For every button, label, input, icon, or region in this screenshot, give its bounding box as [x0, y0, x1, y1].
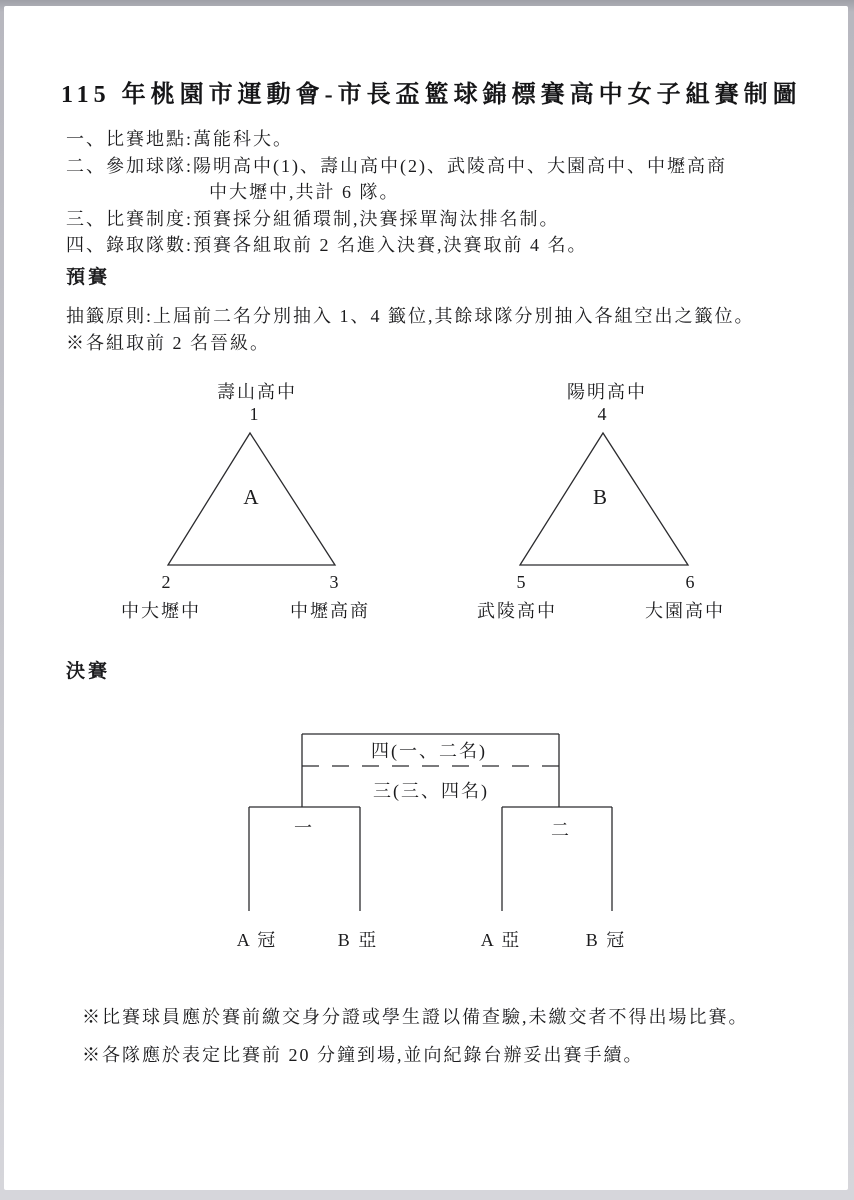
- group-a-left-team: 中大壢中: [121, 601, 201, 621]
- intro-teams-continued: 中大壢中,共計 6 隊。: [209, 182, 400, 202]
- third-place-match-label: 三(三、四名): [373, 781, 489, 801]
- group-b-letter: B: [592, 485, 608, 509]
- intro-qualification: 四、錄取隊數:預賽各組取前 2 名進入決賽,決賽取前 4 名。: [66, 235, 588, 255]
- footnote-id-check: ※比賽球員應於賽前繳交身分證或學生證以備查驗,未繳交者不得出場比賽。: [82, 1007, 749, 1027]
- intro-teams: 二、參加球隊:陽明高中(1)、壽山高中(2)、武陵高中、大園高中、中壢高商: [66, 156, 727, 176]
- group-b-right-seed: 6: [685, 572, 695, 592]
- preliminary-draw-rule: 抽籤原則:上屆前二名分別抽入 1、4 籤位,其餘球隊分別抽入各組空出之籤位。: [66, 306, 755, 326]
- semifinal-left-label: 一: [294, 818, 314, 838]
- document-page: [4, 6, 848, 1190]
- slot-b-winner: B 冠: [585, 930, 627, 950]
- preliminary-advance-note: ※各組取前 2 名晉級。: [66, 333, 270, 353]
- group-b-right-team: 大園高中: [645, 601, 725, 621]
- group-b-left-seed: 5: [516, 572, 526, 592]
- slot-a-runnerup: A 亞: [480, 930, 522, 950]
- preliminary-heading: 預賽: [66, 267, 111, 288]
- group-a-top-seed: 1: [249, 404, 259, 424]
- group-a-top-team: 壽山高中: [217, 382, 297, 402]
- group-a-right-team: 中壢高商: [290, 601, 370, 621]
- document-title: 115 年桃園市運動會-市長盃籃球錦標賽高中女子組賽制圖: [61, 82, 802, 108]
- finals-heading: 決賽: [66, 661, 111, 682]
- group-a-right-seed: 3: [329, 572, 339, 592]
- group-b-left-team: 武陵高中: [477, 601, 557, 621]
- footnote-arrival: ※各隊應於表定比賽前 20 分鐘到場,並向紀錄台辦妥出賽手續。: [82, 1045, 644, 1065]
- intro-venue: 一、比賽地點:萬能科大。: [66, 129, 293, 149]
- final-match-label: 四(一、二名): [371, 741, 487, 761]
- slot-b-runnerup: B 亞: [337, 930, 379, 950]
- slot-a-winner: A 冠: [236, 930, 278, 950]
- group-a-left-seed: 2: [161, 572, 171, 592]
- semifinal-right-label: 二: [551, 820, 571, 840]
- group-a-letter: A: [243, 485, 259, 509]
- group-b-top-team: 陽明高中: [567, 382, 647, 402]
- intro-format: 三、比賽制度:預賽採分組循環制,決賽採單淘汰排名制。: [66, 209, 560, 229]
- group-b-top-seed: 4: [597, 404, 607, 424]
